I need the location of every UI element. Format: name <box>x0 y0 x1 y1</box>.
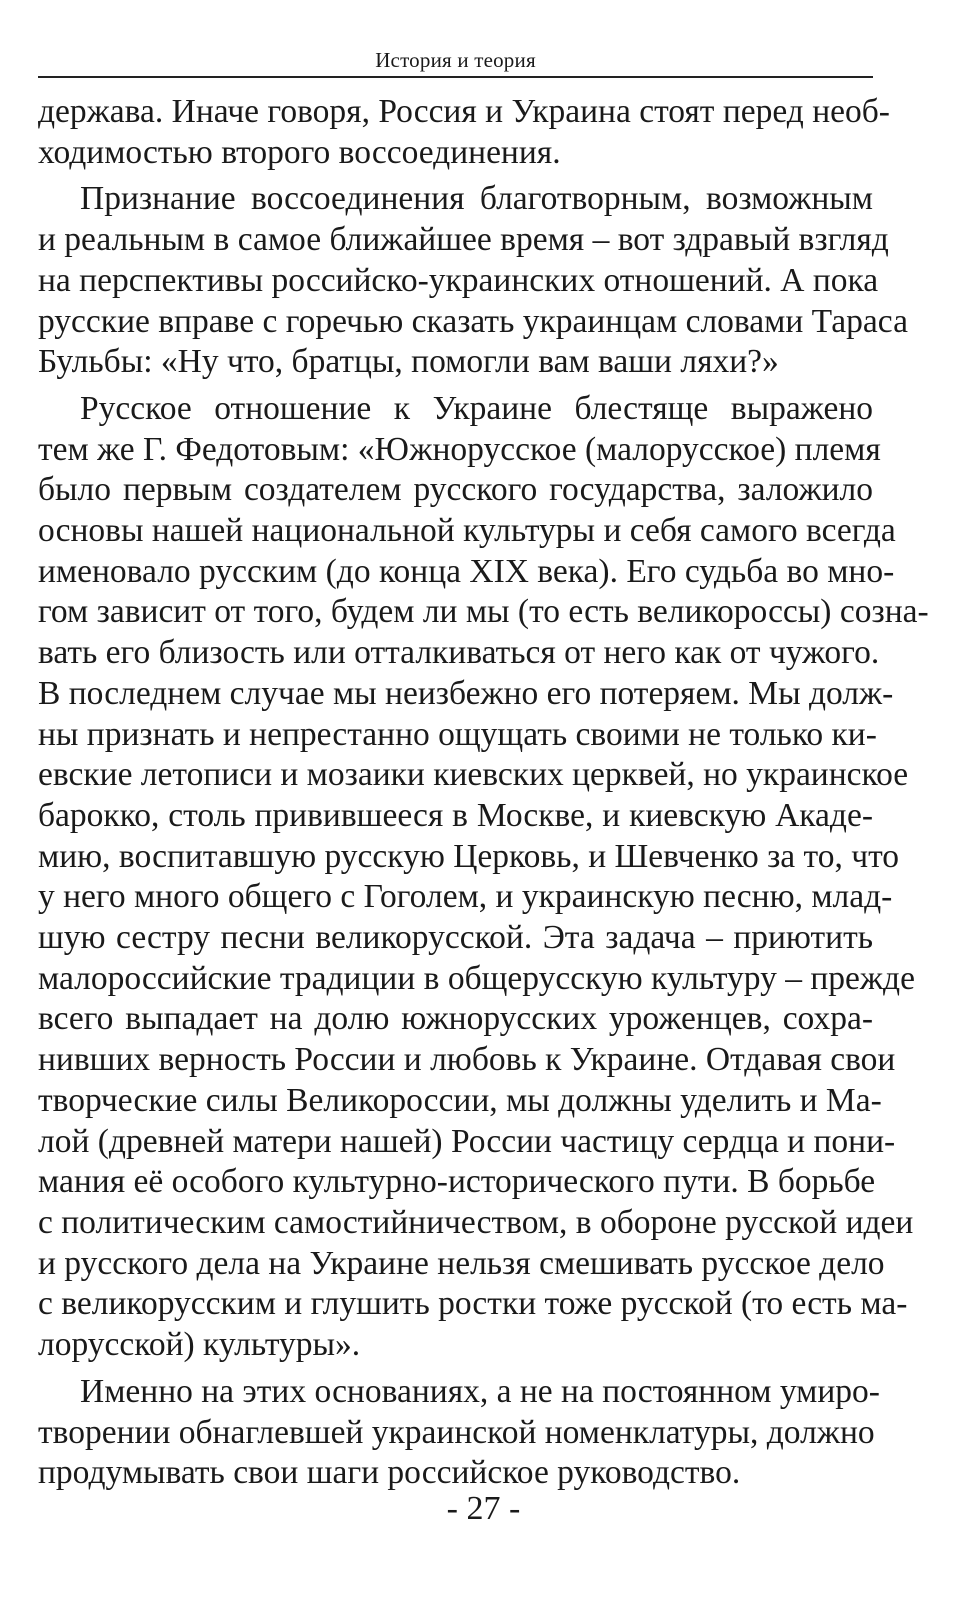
text-line: и реальным в самое ближайшее время – вот здравый взгляд <box>38 221 889 259</box>
running-head: История и теория <box>375 48 536 72</box>
text-line: В последнем случае мы неизбежно его потеряем. Мы долж- <box>38 674 894 712</box>
text-line: Русское отношение к Украине блестяще выражено <box>80 389 873 427</box>
text-line: с великорусским и глушить ростки тоже русской (то есть ма- <box>38 1285 908 1323</box>
text-line: малороссийские традиции в общерусскую культуру – прежде <box>38 959 915 997</box>
text-line: было первым создателем русского государства, заложило <box>38 471 873 509</box>
text-line: евские летописи и мозаики киевских церквей, но украинское <box>38 756 909 794</box>
text-line: лой (древней матери нашей) России частицу сердца и пони- <box>38 1122 896 1160</box>
text-line: у него много общего с Гоголем, и украинскую песню, млад- <box>38 878 893 916</box>
text-line: продумывать свои шаги российское руководство. <box>38 1454 741 1492</box>
header-rule <box>38 76 873 78</box>
paragraph-3 <box>38 389 929 1366</box>
text-line: и русского дела на Украине нельзя смешивать русское дело <box>38 1244 885 1282</box>
text-line: всего выпадает на долю южнорусских уроженцев, сохра- <box>38 1000 873 1038</box>
text-line: Именно на этих основаниях, а не на постоянном умиро- <box>80 1372 880 1410</box>
text-line: нивших верность России и любовь к Украине. Отдавая свои <box>38 1041 896 1079</box>
text-line: творческие силы Великороссии, мы должны уделить и Ма- <box>38 1081 882 1119</box>
text-line: на перспективы российско-украинских отношений. А пока <box>38 261 879 299</box>
text-line: мания её особого культурно-исторического пути. В борьбе <box>38 1163 876 1201</box>
page-number: - 27 - <box>446 1490 521 1527</box>
text-line: творении обнаглевшей украинской номенклатуры, должно <box>38 1413 875 1451</box>
text-line: ны признать и непрестанно ощущать своими не только ки- <box>38 715 877 753</box>
text-line: тем же Г. Федотовым: «Южнорусское (малорусское) племя <box>38 430 881 468</box>
paragraph-2 <box>38 179 908 383</box>
text-line: русские вправе с горечью сказать украинцам словами Тараса <box>38 302 908 340</box>
text-line: гом зависит от того, будем ли мы (то есть великороссы) созна- <box>38 593 929 631</box>
text-line: основы нашей национальной культуры и себя самого всегда <box>38 512 896 550</box>
text-line: держава. Иначе говоря, Россия и Украина стоят перед необ- <box>38 93 890 130</box>
text-line: вать его близость или отталкиваться от него как от чужого. <box>38 634 880 672</box>
text-line: с политическим самостийничеством, в обороне русской идеи <box>38 1203 914 1241</box>
text-line: шую сестру песни великорусской. Эта задача – приютить <box>38 919 873 957</box>
text-line: мию, воспитавшую русскую Церковь, и Шевченко за то, что <box>38 837 900 875</box>
body-text <box>38 92 929 1494</box>
text-line: именовало русским (до конца XIX века). Его судьба во мно- <box>38 552 895 590</box>
text-line: Признание воссоединения благотворным, возможным <box>80 180 873 218</box>
paragraph-1 <box>38 92 890 173</box>
paragraph-4 <box>38 1372 880 1494</box>
text-line: ходимостью второго воссоединения. <box>38 133 561 171</box>
text-line: лорусской) культуры». <box>38 1326 361 1364</box>
text-line: Бульбы: «Ну что, братцы, помогли вам ваши ляхи?» <box>38 343 779 381</box>
text-line: барокко, столь привившееся в Москве, и киевскую Акаде- <box>38 796 873 834</box>
